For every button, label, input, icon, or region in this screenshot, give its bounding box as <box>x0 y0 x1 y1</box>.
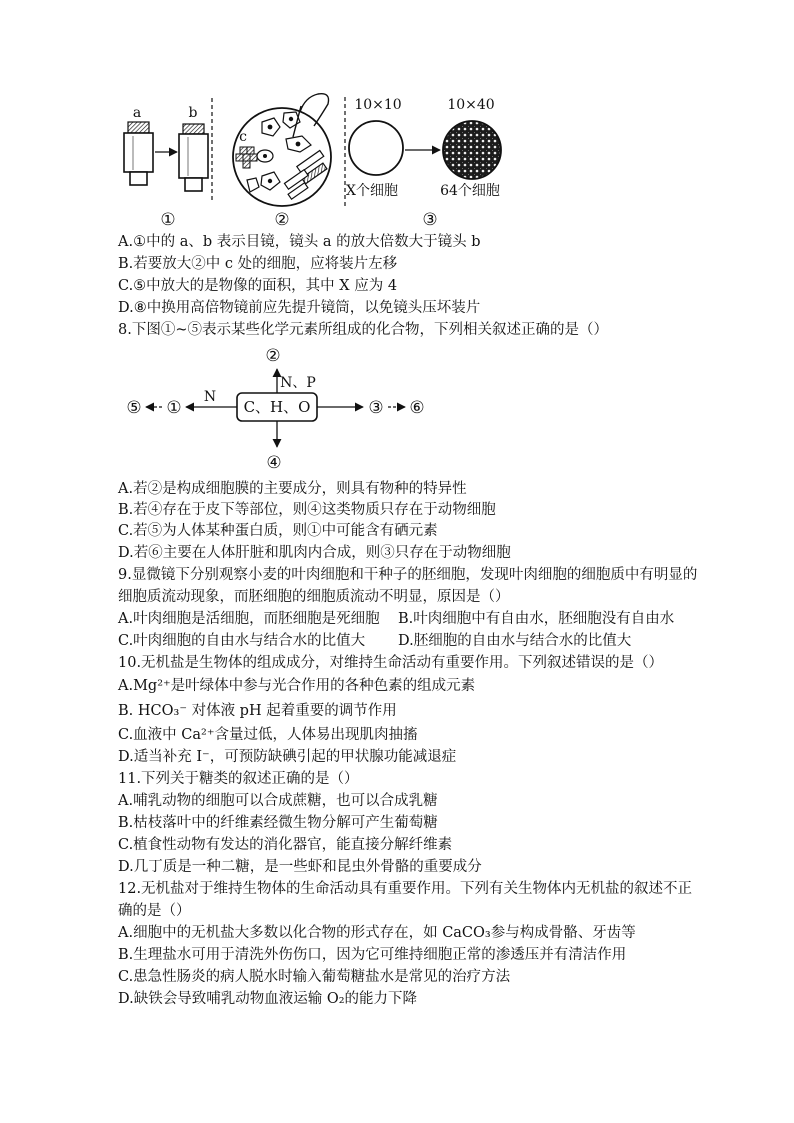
center-elements: C、H、O <box>243 398 311 416</box>
lens-panel <box>124 98 212 230</box>
node-up: ② <box>265 346 281 366</box>
node-left-end: ⑤ <box>126 398 142 418</box>
magnification-high-label: 10×40 <box>447 97 495 113</box>
cell-count-high: 64个细胞 <box>440 183 500 199</box>
lens-a-body <box>124 133 153 172</box>
microscope-figure <box>100 88 520 233</box>
q12-option-b: B.生理盐水可用于清洗外伤伤口，因为它可维持细胞正常的渗透压并有清洁作用 <box>118 947 627 963</box>
q10-option-a: A.Mg²⁺是叶绿体中参与光合作用的各种色素的组成元素 <box>118 678 476 694</box>
q12-stem-line-1: 12.无机盐对于维持生物体的生命活动具有重要作用。下列有关生物体内无机盐的叙述不正 <box>118 881 693 897</box>
q8-option-d: D.若⑥主要在人体肝脏和肌肉内合成，则③只存在于动物细胞 <box>118 545 511 561</box>
cell-nucleus <box>289 117 293 121</box>
panel-2-label: ② <box>274 210 290 230</box>
field-of-view-panel <box>233 94 345 230</box>
cell-nucleus <box>268 179 272 183</box>
cell-nucleus <box>268 125 273 130</box>
q9-stem-line-1: 9.显微镜下分别观察小麦的叶肉细胞和干种子的胚细胞，发现叶肉细胞的细胞质中有明显的 <box>118 567 698 583</box>
q10-option-b: B. HCO₃⁻ 对体液 pH 起着重要的调节作用 <box>118 703 397 719</box>
q9-option-c: C.叶肉细胞的自由水与结合水的比值大 <box>118 633 366 649</box>
q12-option-c: C.患急性肠炎的病人脱水时输入葡萄糖盐水是常见的治疗方法 <box>118 969 511 985</box>
q12-stem-line-2: 确的是（） <box>118 903 191 919</box>
lens-a-icon <box>124 122 153 185</box>
q10-option-d: D.适当补充 I⁻，可预防缺碘引起的甲状腺功能减退症 <box>118 749 457 765</box>
q11-option-a: A.哺乳动物的细胞可以合成蔗糖，也可以合成乳糖 <box>118 793 438 809</box>
q12-option-a: A.细胞中的无机盐大多数以化合物的形式存在，如 CaCO₃参与构成骨骼、牙齿等 <box>118 925 636 941</box>
q8-option-a: A.若②是构成细胞膜的主要成分，则具有物种的特异性 <box>118 481 467 497</box>
mark-c-label: c <box>239 129 247 145</box>
lens-a-thread <box>128 122 149 133</box>
cell-nucleus <box>263 154 267 158</box>
cell-shape <box>243 161 250 168</box>
cell-nucleus <box>296 142 301 147</box>
lens-b-tip <box>185 178 202 191</box>
cell-shape <box>236 154 243 161</box>
q9-stem-line-2: 细胞质流动现象，而胚细胞的细胞质流动不明显，原因是（） <box>118 589 510 605</box>
compound-element-diagram <box>110 340 440 475</box>
q12-option-d: D.缺铁会导致哺乳动物血液运输 O₂的能力下降 <box>118 991 418 1007</box>
lens-b-label: b <box>188 105 198 121</box>
panel-3-label: ③ <box>422 210 438 230</box>
magnification-panel <box>346 97 504 230</box>
q9-option-d: D.胚细胞的自由水与结合水的比值大 <box>398 633 632 649</box>
q10-option-c: C.血液中 Ca²⁺含量过低，人体易出现肌肉抽搐 <box>118 727 418 743</box>
q11-option-b: B.枯枝落叶中的纤维素经微生物分解可产生葡萄糖 <box>118 815 438 831</box>
low-power-field-circle <box>349 121 403 175</box>
cell-shape <box>250 154 257 161</box>
q8-option-b: B.若④存在于皮下等部位，则④这类物质只存在于动物细胞 <box>118 502 496 518</box>
lens-b-icon <box>179 124 208 191</box>
q11-option-d: D.几丁质是一种二糖，是一些虾和昆虫外骨骼的重要成分 <box>118 859 482 875</box>
q9-option-a: A.叶肉细胞是活细胞，而胚细胞是死细胞 <box>118 611 380 627</box>
microscope-option-c: C.⑤中放大的是物像的面积，其中 X 应为 4 <box>118 278 398 294</box>
lens-b-body <box>179 134 208 178</box>
microscope-option-b: B.若要放大②中 c 处的细胞，应将装片左移 <box>118 256 398 272</box>
cell-shape <box>240 147 247 154</box>
q10-stem: 10.无机盐是生物体的组成成分，对维持生命活动有重要作用。下列叙述错误的是（） <box>118 655 664 671</box>
cell-shape <box>243 154 250 161</box>
node-right: ③ <box>368 398 384 418</box>
lens-a-tip <box>130 172 147 185</box>
lens-a-label: a <box>132 105 142 121</box>
label-left: N <box>203 389 217 405</box>
node-down: ④ <box>266 453 282 473</box>
panel-1-label: ① <box>160 210 176 230</box>
label-up: N、P <box>280 375 316 391</box>
q11-option-c: C.植食性动物有发达的消化器官，能直接分解纤维素 <box>118 837 453 853</box>
lens-b-thread <box>183 124 204 134</box>
microscope-option-a: A.①中的 a、b 表示目镜，镜头 a 的放大倍数大于镜头 b <box>118 234 481 250</box>
q11-stem: 11.下列关于糖类的叙述正确的是（） <box>118 771 359 787</box>
q9-option-b: B.叶肉细胞中有自由水，胚细胞没有自由水 <box>398 611 675 627</box>
node-left: ① <box>166 398 182 418</box>
cell-count-low: X个细胞 <box>346 183 398 199</box>
node-right-end: ⑥ <box>409 398 425 418</box>
cell-shape <box>247 147 254 154</box>
microscope-option-d: D.⑧中换用高倍物镜前应先提升镜筒，以免镜头压坏装片 <box>118 300 481 316</box>
magnification-low-label: 10×10 <box>354 97 402 113</box>
q8-stem: 8.下图①~⑤表示某些化学元素所组成的化合物，下列相关叙述正确的是（） <box>118 322 608 338</box>
q8-option-c: C.若⑤为人体某种蛋白质，则①中可能含有硒元素 <box>118 523 438 539</box>
high-power-cell-mesh <box>440 118 504 182</box>
